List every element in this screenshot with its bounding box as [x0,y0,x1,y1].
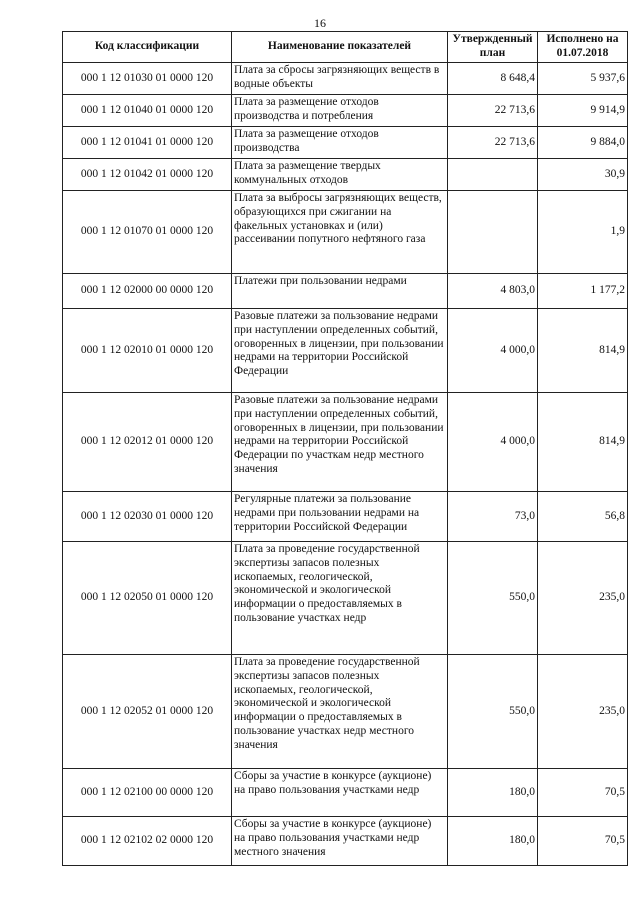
row-done: 235,0 [538,542,628,655]
table-header-row [63,32,628,63]
row-name: Разовые платежи за пользование недрами при наступлении определенных событий, оговоренных в лицензии, при пользовании недрами на территории Российской Федерации [232,309,448,393]
row-done: 5 937,6 [538,63,628,95]
row-name: Плата за размещение твердых коммунальных отходов [232,159,448,191]
budget-table [62,31,628,866]
row-name: Плата за проведение государственной экспертизы запасов полезных ископаемых, геологической, экономической и экологической информации о предоставляемых в пользование участках недр местного значения [232,655,448,769]
table-row [63,542,628,655]
row-plan [448,159,538,191]
table-row [63,655,628,769]
row-plan: 550,0 [448,655,538,769]
row-code: 000 1 12 02000 00 0000 120 [63,274,232,309]
row-plan: 550,0 [448,542,538,655]
table-row [63,191,628,274]
table-row [63,95,628,127]
table-row [63,63,628,95]
row-done: 1 177,2 [538,274,628,309]
row-code: 000 1 12 02050 01 0000 120 [63,542,232,655]
table-row [63,817,628,866]
row-plan: 4 000,0 [448,393,538,492]
page-number: 16 [314,16,326,30]
row-name: Плата за проведение государственной экспертизы запасов полезных ископаемых, геологической, экономической и экологической информации о предоставляемых в пользование участках недр [232,542,448,655]
row-code: 000 1 12 01042 01 0000 120 [63,159,232,191]
row-plan: 22 713,6 [448,95,538,127]
row-plan [448,191,538,274]
row-name: Плата за размещение отходов производства [232,127,448,159]
row-name: Плата за размещение отходов производства и потребления [232,95,448,127]
row-done: 1,9 [538,191,628,274]
header-code: Код классификации [63,32,232,63]
row-plan: 4 803,0 [448,274,538,309]
row-done: 30,9 [538,159,628,191]
row-code: 000 1 12 01040 01 0000 120 [63,95,232,127]
row-name: Плата за выбросы загрязняющих веществ, образующихся при сжигании на факельных установках и (или) рассеивании попутного нефтяного газа [232,191,448,274]
row-done: 9 914,9 [538,95,628,127]
row-plan: 180,0 [448,817,538,866]
table-row [63,127,628,159]
row-code: 000 1 12 01041 01 0000 120 [63,127,232,159]
table-row [63,492,628,542]
header-name: Наименование показателей [232,32,448,63]
row-plan: 4 000,0 [448,309,538,393]
table-row [63,159,628,191]
row-done: 56,8 [538,492,628,542]
table-row [63,309,628,393]
row-plan: 8 648,4 [448,63,538,95]
row-code: 000 1 12 02052 01 0000 120 [63,655,232,769]
row-done: 9 884,0 [538,127,628,159]
row-name: Разовые платежи за пользование недрами при наступлении определенных событий, оговоренных в лицензии, при пользовании недрами на территории Российской Федерации по участкам недр местного значения [232,393,448,492]
row-done: 70,5 [538,769,628,817]
row-code: 000 1 12 02012 01 0000 120 [63,393,232,492]
row-code: 000 1 12 02102 02 0000 120 [63,817,232,866]
row-code: 000 1 12 02010 01 0000 120 [63,309,232,393]
row-name: Сборы за участие в конкурсе (аукционе) на право пользования участками недр [232,769,448,817]
header-plan: Утвержденный план [448,32,538,63]
row-name: Сборы за участие в конкурсе (аукционе) на право пользования участками недр местного значения [232,817,448,866]
table-row [63,274,628,309]
table-row [63,393,628,492]
row-name: Плата за сбросы загрязняющих веществ в водные объекты [232,63,448,95]
row-name: Регулярные платежи за пользование недрами при пользовании недрами на территории Российской Федерации [232,492,448,542]
row-code: 000 1 12 01030 01 0000 120 [63,63,232,95]
row-done: 235,0 [538,655,628,769]
row-name: Платежи при пользовании недрами [232,274,448,309]
row-done: 814,9 [538,393,628,492]
row-code: 000 1 12 02100 00 0000 120 [63,769,232,817]
row-code: 000 1 12 02030 01 0000 120 [63,492,232,542]
row-code: 000 1 12 01070 01 0000 120 [63,191,232,274]
header-done: Исполнено на 01.07.2018 [538,32,628,63]
row-plan: 73,0 [448,492,538,542]
row-plan: 180,0 [448,769,538,817]
table-row [63,769,628,817]
row-plan: 22 713,6 [448,127,538,159]
row-done: 814,9 [538,309,628,393]
row-done: 70,5 [538,817,628,866]
